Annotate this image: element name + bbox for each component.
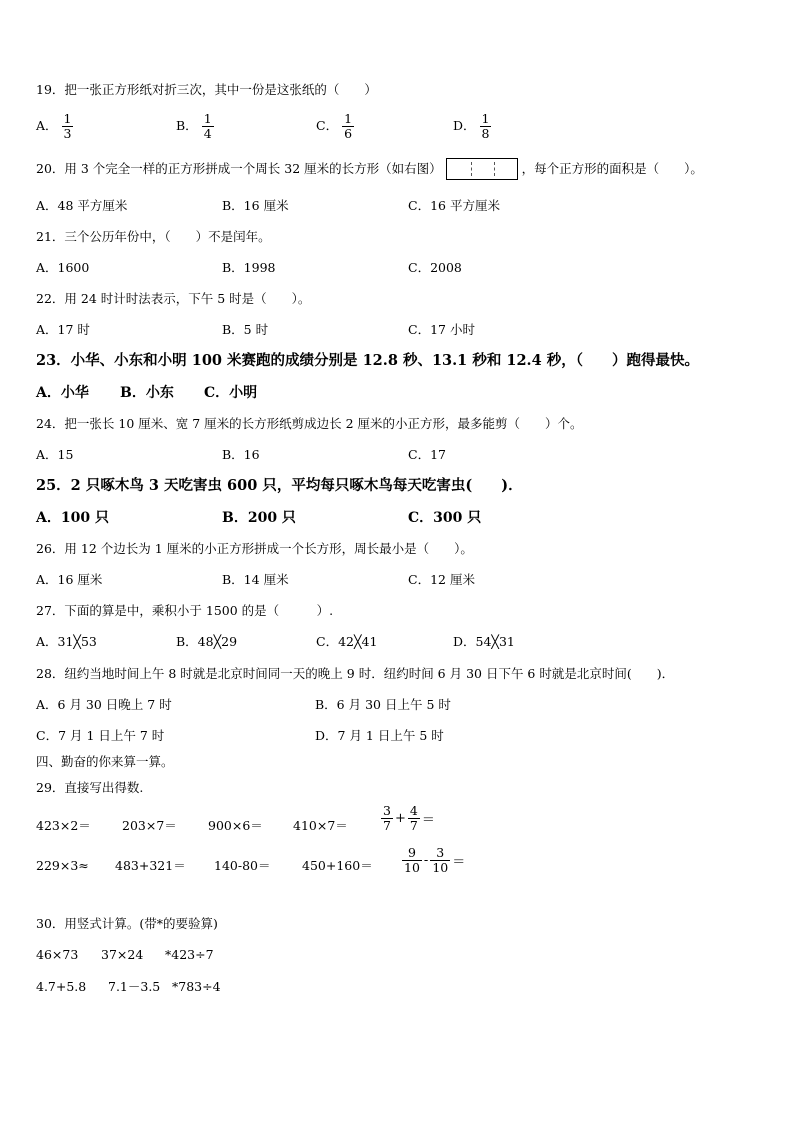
q29-calc: 203×7＝ (122, 818, 177, 833)
q23-option-c[interactable]: C．小明 (204, 385, 258, 401)
q30-calc: 46×73 (36, 947, 79, 962)
q29-calc: 229×3≈ (36, 858, 89, 873)
q24-option-a[interactable]: A．15 (36, 447, 74, 462)
q30-calc: 7.1－3.5 (108, 979, 161, 994)
q25-option-a[interactable]: A．100 只 (36, 510, 109, 526)
question-24: 24．把一张长 10 厘米、宽 7 厘米的长方形纸剪成边长 2 厘米的小正方形，最多能剪（ ）个。 (36, 416, 583, 431)
fraction: $\frac{1}{8}$ (481, 111, 490, 141)
q27-option-a[interactable]: A．31╳53 (36, 634, 97, 649)
q23-option-a[interactable]: A．小华 (36, 385, 89, 401)
q28-option-c[interactable]: C．7 月 1 日上午 7 时 (36, 728, 165, 743)
q23-option-b[interactable]: B．小东 (120, 385, 174, 401)
question-26: 26．用 12 个边长为 1 厘米的小正方形拼成一个长方形，周长最小是（ ）。 (36, 541, 473, 556)
q19-option-b[interactable]: B． $\frac{1}{4}$ (176, 111, 212, 141)
question-29: 29．直接写出得数. (36, 780, 144, 795)
q28-option-d[interactable]: D．7 月 1 日上午 5 时 (315, 728, 444, 743)
q19-option-c[interactable]: C． $\frac{1}{6}$ (316, 111, 353, 141)
question-25: 25．2 只啄木鸟 3 天吃害虫 600 只，平均每只啄木鸟每天吃害虫( )． (36, 477, 523, 494)
q20-option-a[interactable]: A．48 平方厘米 (36, 198, 128, 213)
q29-calc: 483+321＝ (115, 858, 186, 873)
q29-fraction-expression-1: $\frac{3}{7}$ + $\frac{4}{7}$ ＝ (383, 803, 435, 833)
q21-option-b[interactable]: B．1998 (222, 260, 276, 275)
fraction: $\frac{1}{4}$ (203, 111, 212, 141)
question-28: 28．纽约当地时间上午 8 时就是北京时间同一天的晚上 9 时．纽约时间 6 月 30 日下午 6 时就是北京时间( )． (36, 666, 675, 681)
q20-option-c[interactable]: C．16 平方厘米 (408, 198, 500, 213)
q26-option-c[interactable]: C．12 厘米 (408, 572, 475, 587)
q30-calc: *423÷7 (165, 947, 214, 962)
q21-option-a[interactable]: A．1600 (36, 260, 90, 275)
q21-option-c[interactable]: C．2008 (408, 260, 462, 275)
q22-option-c[interactable]: C．17 小时 (408, 322, 475, 337)
q22-option-b[interactable]: B．5 时 (222, 322, 269, 337)
q29-calc: 410×7＝ (293, 818, 348, 833)
q29-calc: 140-80＝ (214, 858, 271, 873)
fraction: $\frac{3}{10}$ (432, 845, 449, 875)
q28-option-a[interactable]: A．6 月 30 日晚上 7 时 (36, 697, 172, 712)
q30-calc: *783÷4 (172, 979, 221, 994)
question-19: 19．把一张正方形纸对折三次，其中一份是这张纸的（ ） (36, 82, 377, 97)
fraction: $\frac{9}{10}$ (404, 845, 420, 875)
q30-calc: 4.7+5.8 (36, 979, 87, 994)
question-22: 22．用 24 时计时法表示，下午 5 时是（ ）。 (36, 291, 311, 306)
q20-option-b[interactable]: B．16 厘米 (222, 198, 289, 213)
q25-option-b[interactable]: B．200 只 (222, 510, 296, 526)
q19-option-d[interactable]: D． $\frac{1}{8}$ (453, 111, 490, 141)
q29-calc: 423×2＝ (36, 818, 91, 833)
section-4-title: 四、勤奋的你来算一算。 (36, 754, 174, 769)
q24-option-c[interactable]: C．17 (408, 447, 446, 462)
fraction: $\frac{3}{7}$ (383, 803, 391, 833)
fraction: $\frac{4}{7}$ (409, 803, 418, 833)
q26-option-b[interactable]: B．14 厘米 (222, 572, 289, 587)
fraction: $\frac{1}{6}$ (344, 111, 353, 141)
question-30: 30．用竖式计算。(带*的要验算) (36, 916, 218, 931)
q29-calc: 900×6＝ (208, 818, 263, 833)
q28-option-b[interactable]: B．6 月 30 日上午 5 时 (315, 697, 451, 712)
fraction: $\frac{1}{3}$ (63, 111, 72, 141)
q27-option-b[interactable]: B．48╳29 (176, 634, 238, 649)
question-21: 21．三个公历年份中，（ ）不是闰年。 (36, 229, 271, 244)
question-23: 23．小华、小东和小明 100 米赛跑的成绩分别是 12.8 秒、13.1 秒和 12.4 秒，（ ）跑得最快。 (36, 352, 699, 369)
q27-option-c[interactable]: C．42╳41 (316, 634, 378, 649)
q25-option-c[interactable]: C．300 只 (408, 510, 482, 526)
q29-calc: 450+160＝ (302, 858, 373, 873)
q24-option-b[interactable]: B．16 (222, 447, 260, 462)
three-squares-rectangle-figure (446, 158, 518, 180)
q29-fraction-expression-2: $\frac{9}{10}$ - $\frac{3}{10}$ ＝ (404, 845, 466, 875)
q22-option-a[interactable]: A．17 时 (36, 322, 90, 337)
question-27: 27．下面的算是中，乘积小于 1500 的是（ ）. (36, 603, 334, 618)
q19-option-a[interactable]: A． $\frac{1}{3}$ (36, 111, 72, 141)
q27-option-d[interactable]: D．54╳31 (453, 634, 515, 649)
question-20: 20．用 3 个完全一样的正方形拼成一个周长 32 厘米的长方形（如右图） ，每个正方形的面积是（ ）。 (36, 158, 703, 180)
q30-calc: 37×24 (101, 947, 144, 962)
q26-option-a[interactable]: A．16 厘米 (36, 572, 103, 587)
